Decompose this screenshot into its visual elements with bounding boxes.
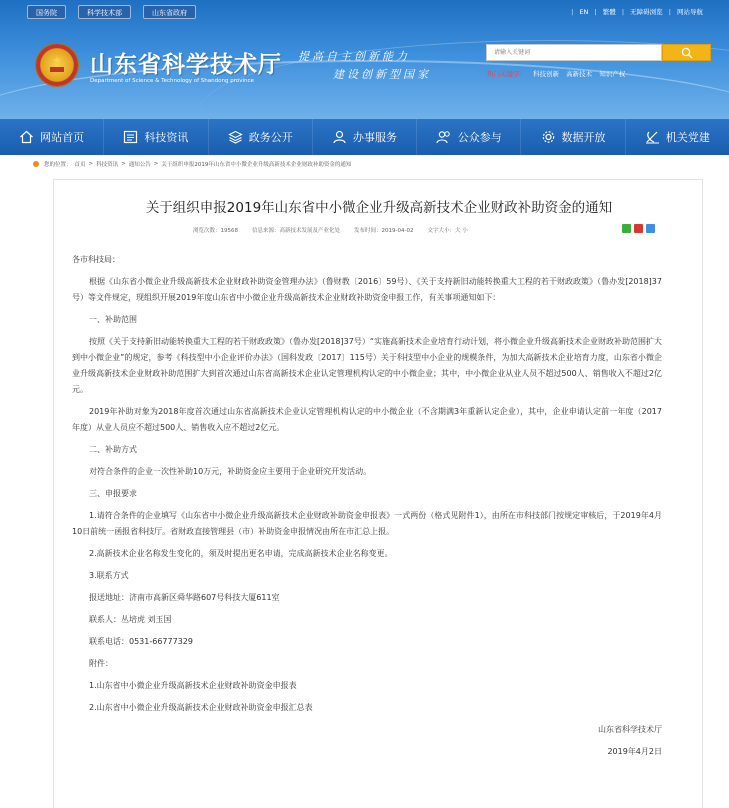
hot-keyword[interactable]: 科技创新 — [533, 70, 560, 78]
paragraph: 1.请符合条件的企业填写《山东省中小微企业升级高新技术企业财政补助资金申报表》一式两份（格式见附件1），由所在市科技部门按规定审核后，于2019年4月10日前统一函报省科技厅。省财政直接管理县（市）补助资金申报情况由所在市汇总上报。 — [72, 511, 662, 536]
nav-label: 公众参与 — [457, 131, 502, 144]
hot-keywords — [487, 69, 630, 78]
link-accessibility[interactable]: 无障碍浏览 — [630, 8, 663, 16]
hot-keywords-label: 热门关键字： — [487, 70, 526, 78]
wechat-share-icon[interactable] — [622, 224, 631, 233]
info-source: 信息来源：高新技术发展及产业化处 — [252, 228, 341, 234]
article-title: 关于组织申报2019年山东省中小微企业升级高新技术企业财政补助资金的通知 — [145, 200, 613, 216]
nav-services[interactable] — [313, 119, 417, 155]
paragraph: 按照《关于支持新旧动能转换重大工程的若干财政政策》（鲁办发[2018]37号）“实施高新技术企业培育行动计划，将小微企业升级高新技术企业财政补助范围扩大到中小微企业”的规定，参考《科技型中小企业评价办法》（国科发政〔2017〕115号）关于科技型中小企业的规模条件，为加大高新技术企业培育力度，山东省小微企业升级高新技术企业财政补助范围扩大到首次通过山东省高新技术企业认定管理机构认定的中小微企业；其中，中小微企业从业人员不超过500人、销售收入不超过2亿元。 — [72, 337, 662, 394]
nav-label: 政务公开 — [248, 131, 293, 144]
main-nav — [0, 119, 729, 155]
breadcrumb-news[interactable]: 科技资讯 — [96, 162, 119, 168]
slogan-line-2: 建设创新型国家 — [333, 68, 431, 81]
location-dot-icon — [33, 161, 39, 167]
slogan-line-1: 提高自主创新能力 — [298, 50, 410, 63]
view-count: 浏览次数：19568 — [193, 228, 238, 234]
section-heading: 三、申报要求 — [89, 489, 137, 498]
attachment-link[interactable]: 1.山东省中小微企业升级高新技术企业财政补助资金申报表 — [89, 681, 297, 690]
attachment-link[interactable]: 2.山东省中小微企业升级高新技术企业财政补助资金申报汇总表 — [89, 703, 313, 712]
signature: 山东省科学技术厅 — [598, 725, 662, 734]
link-english[interactable]: EN — [579, 8, 589, 16]
breadcrumb-current: 关于组织申报2019年山东省中小微企业升级高新技术企业财政补助资金的通知 — [161, 162, 352, 168]
article-body — [72, 252, 662, 760]
gear-icon — [541, 130, 556, 144]
nav-government-affairs[interactable] — [209, 119, 313, 155]
link-traditional[interactable]: 繁體 — [602, 8, 616, 16]
paragraph: 对符合条件的企业一次性补助10万元，补助资金应主要用于企业研究开发活动。 — [89, 467, 372, 476]
users-icon — [436, 130, 452, 144]
link-state-council[interactable]: 国务院 — [27, 5, 66, 19]
nav-science-news[interactable] — [104, 119, 208, 155]
paragraph: 2.高新技术企业名称发生变化的，须及时提出更名申请，完成高新技术企业名称变更。 — [89, 549, 393, 558]
top-links — [27, 5, 196, 19]
nav-public-participation[interactable] — [417, 119, 521, 155]
share-buttons — [622, 224, 655, 233]
hot-keyword[interactable]: 知识产权 — [599, 70, 626, 78]
national-emblem-icon — [36, 44, 78, 86]
nav-home[interactable] — [0, 119, 104, 155]
search-button[interactable] — [662, 44, 711, 61]
search-input[interactable]: 请输入关键词 — [486, 44, 662, 61]
nav-open-data[interactable] — [521, 119, 625, 155]
link-provincial-government[interactable]: 山东省政府 — [143, 5, 196, 19]
attachments-label: 附件： — [89, 659, 113, 668]
contact-phone: 联系电话：0531-66777329 — [89, 637, 193, 646]
site-header — [0, 0, 729, 119]
nav-label: 科技资讯 — [144, 131, 189, 144]
contact-person: 联系人：丛培虎 刘玉国 — [89, 615, 172, 624]
font-size-control[interactable]: 文字大小：大 小 — [427, 228, 468, 234]
site-name-english: Department of Science & Technology of Shandong province — [90, 78, 254, 84]
breadcrumb: 您的位置： 首页 > 科技资讯 > 通知公告 > 关于组织申报2019年山东省中小微企业升级高新技术企业财政补助资金的通知 — [33, 160, 351, 168]
breadcrumb-notices[interactable]: 通知公告 — [128, 162, 151, 168]
utility-links: | EN | 繁體 | 无障碍浏览 | 网站导航 — [571, 8, 703, 16]
nav-label: 数据开放 — [561, 131, 606, 144]
paragraph: 3.联系方式 — [89, 571, 129, 580]
more-share-icon[interactable] — [646, 224, 655, 233]
nav-label: 机关党建 — [665, 131, 710, 144]
hot-keyword[interactable]: 高新技术 — [566, 70, 593, 78]
nav-party-building[interactable] — [626, 119, 729, 155]
nav-label: 网站首页 — [40, 131, 85, 144]
address: 报送地址：济南市高新区舜华路607号科技大厦611室 — [89, 593, 280, 602]
weibo-share-icon[interactable] — [634, 224, 643, 233]
section-heading: 二、补助方式 — [89, 445, 137, 454]
search-icon — [681, 47, 693, 59]
salutation: 各市科技局： — [72, 255, 120, 264]
article — [53, 179, 703, 808]
layers-icon — [228, 130, 243, 144]
user-icon — [332, 130, 347, 144]
home-icon — [19, 130, 34, 144]
party-icon — [645, 130, 660, 144]
site-name[interactable]: 山东省科学技术厅 — [90, 52, 282, 78]
paragraph: 2019年补助对象为2018年度首次通过山东省高新技术企业认定管理机构认定的中小微企业（不含期满3年重新认定企业），其中，企业申请认定前一年度（2017年度）从业人员应不超过500人、销售收入应不超过2亿元。 — [72, 407, 662, 432]
intro-paragraph: 根据《山东省小微企业升级高新技术企业财政补助资金管理办法》（鲁财教〔2016〕59号）、《关于支持新旧动能转换重大工程的若干财政政策》（鲁办发[2018]37号）等文件规定，现组织开展2019年度山东省中小微企业升级高新技术企业财政补助资金申报工作，有关事项通知如下： — [72, 277, 662, 302]
sign-date: 2019年4月2日 — [607, 747, 662, 756]
link-site-map[interactable]: 网站导航 — [677, 8, 703, 16]
article-meta — [193, 226, 468, 234]
breadcrumb-home[interactable]: 首页 — [74, 162, 86, 168]
section-heading: 一、补助范围 — [89, 315, 137, 324]
link-ministry-of-science[interactable]: 科学技术部 — [78, 5, 131, 19]
news-icon — [123, 130, 138, 144]
breadcrumb-prefix: 您的位置： — [44, 162, 72, 168]
publish-date: 发布时间：2019-04-02 — [354, 228, 414, 234]
nav-label: 办事服务 — [352, 131, 397, 144]
